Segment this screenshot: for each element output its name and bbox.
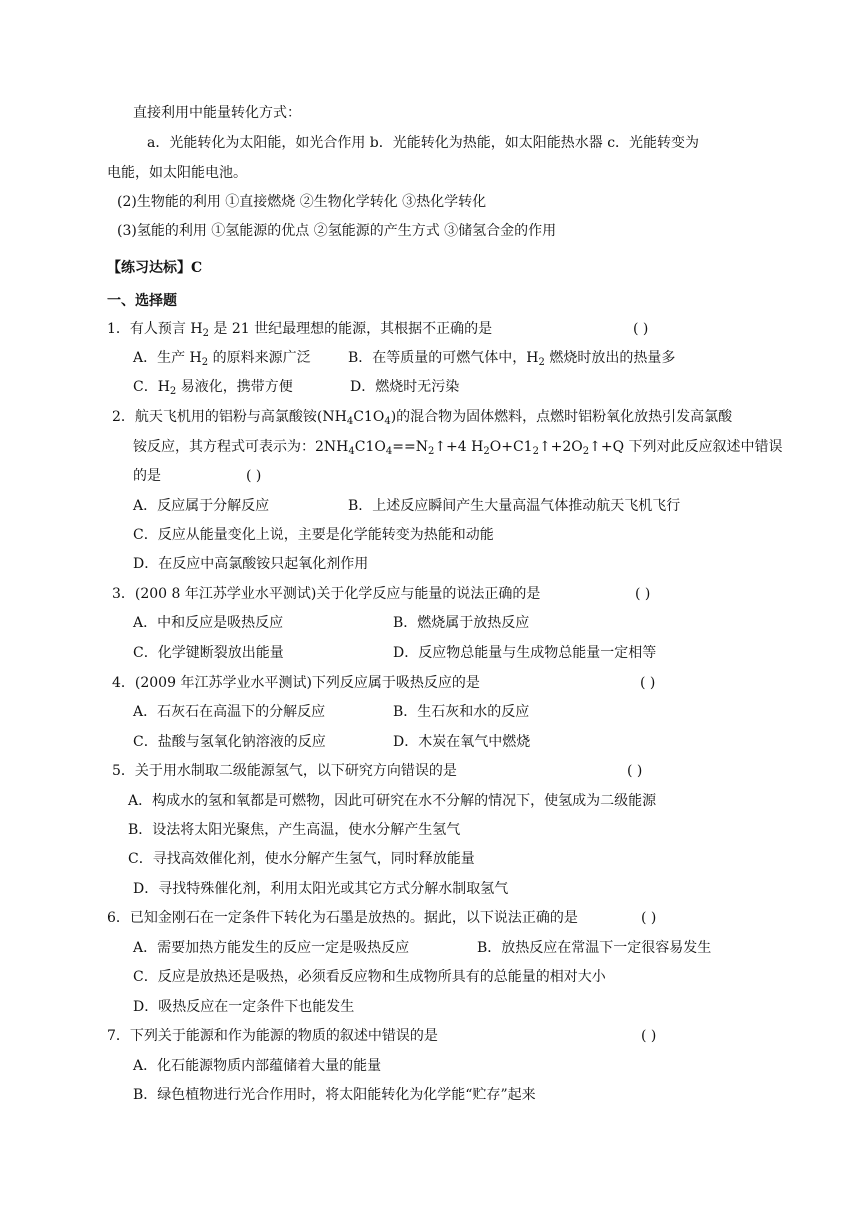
intro-direct-use: 直接利用中能量转化方式： <box>133 105 301 121</box>
q2-stem-line3: 的是 <box>133 468 161 484</box>
q1-option-b: B．在等质量的可燃气体中，$H_2$ 燃烧时放出的热量多 <box>348 350 676 368</box>
q4-stem: 4．(2009 年江苏学业水平测试)下列反应属于吸热反应的是 <box>112 675 480 691</box>
intro-abc-line2: 电能，如太阳能电池。 <box>107 165 247 181</box>
q5-option-c: C．寻找高效催化剂，使水分解产生氢气，同时释放能量 <box>128 851 475 867</box>
q7-stem: 7．下列关于能源和作为能源的物质的叙述中错误的是 <box>107 1028 438 1044</box>
q4-option-c: C．盐酸与氢氧化钠溶液的反应 <box>133 734 326 750</box>
q3-option-d: D．反应物总能量与生成物总能量一定相等 <box>393 645 657 661</box>
q3-option-b: B．燃烧属于放热反应 <box>393 615 530 631</box>
q2-option-c: C．反应从能量变化上说，主要是化学能转变为热能和动能 <box>133 527 494 543</box>
q4-answer-paren: ( ) <box>640 675 656 691</box>
q6-option-d: D．吸热反应在一定条件下也能发生 <box>133 999 355 1015</box>
intro-bio: (2)生物能的利用 ①直接燃烧 ②生物化学转化 ③热化学转化 <box>117 194 487 210</box>
q1-option-d: D．燃烧时无污染 <box>350 379 460 395</box>
q6-answer-paren: ( ) <box>641 910 657 926</box>
q4-option-b: B．生石灰和水的反应 <box>393 704 530 720</box>
q2-option-d: D．在反应中高氯酸铵只起氧化剂作用 <box>133 556 369 572</box>
intro-hydrogen: (3)氢能的利用 ①氢能源的优点 ②氢能源的产生方式 ③储氢合金的作用 <box>117 223 557 239</box>
q6-option-a: A．需要加热方能发生的反应一定是吸热反应 <box>133 940 410 956</box>
q3-answer-paren: ( ) <box>635 586 651 602</box>
q5-option-d: D．寻找特殊催化剂，利用太阳光或其它方式分解水制取氢气 <box>133 881 509 897</box>
q1-option-c: C．$H_2$ 易液化，携带方便 <box>133 379 293 397</box>
q4-option-d: D．木炭在氧气中燃烧 <box>393 734 531 750</box>
q1-option-a: A．生产 $H_2$ 的原料来源广泛 <box>133 350 311 368</box>
q2-stem-line2: 铵反应，其方程式可表示为：$2NH_4C1O_4==N_2↑+4$ $H_2O+C1_2↑+2O_2↑+Q$ 下列对此反应叙述中错误 <box>133 439 783 457</box>
q2-option-a: A．反应属于分解反应 <box>133 498 270 514</box>
q3-stem: 3．(200 8 年江苏学业水平测试)关于化学反应与能量的说法正确的是 <box>112 586 541 602</box>
q5-answer-paren: ( ) <box>627 763 643 779</box>
q6-stem: 6．已知金刚石在一定条件下转化为石墨是放热的。据此，以下说法正确的是 <box>107 910 578 926</box>
q5-option-a: A．构成水的氢和氧都是可燃物，因此可研究在水不分解的情况下，使氢成为二级能源 <box>128 793 657 809</box>
q7-option-b: B．绿色植物进行光合作用时，将太阳能转化为化学能“贮存”起来 <box>133 1087 536 1103</box>
q1-stem: 1．有人预言 $H_2$ 是 21 世纪最理想的能源，其根据不正确的是 <box>107 321 493 339</box>
q3-option-a: A．中和反应是吸热反应 <box>133 615 284 631</box>
q7-answer-paren: ( ) <box>641 1028 657 1044</box>
q3-option-c: C．化学键断裂放出能量 <box>133 645 284 661</box>
q2-option-b: B．上述反应瞬间产生大量高温气体推动航天飞机飞行 <box>348 498 681 514</box>
q1-answer-paren: ( ) <box>633 321 649 337</box>
q2-stem-line1: 2．航天飞机用的铝粉与高氯酸铵$(NH_4C1O_4)$的混合物为固体燃料，点燃时铝粉氧化放热引发高氯酸 <box>112 409 733 427</box>
q6-option-c: C．反应是放热还是吸热，必须看反应物和生成物所具有的总能量的相对大小 <box>133 969 606 985</box>
q2-answer-paren: ( ) <box>246 468 262 484</box>
q5-option-b: B．设法将太阳光聚焦，产生高温，使水分解产生氢气 <box>128 822 461 838</box>
q4-option-a: A．石灰石在高温下的分解反应 <box>133 704 326 720</box>
intro-abc-line1: a．光能转化为太阳能，如光合作用 b．光能转化为热能，如太阳能热水器 c．光能转变为 <box>147 135 700 151</box>
section-practice: 【练习达标】C <box>107 260 203 276</box>
q6-option-b: B．放热反应在常温下一定很容易发生 <box>477 940 712 956</box>
section-choice: 一、选择题 <box>107 293 177 309</box>
q7-option-a: A．化石能源物质内部蕴储着大量的能量 <box>133 1058 382 1074</box>
q5-stem: 5．关于用水制取二级能源氢气，以下研究方向错误的是 <box>112 763 457 779</box>
